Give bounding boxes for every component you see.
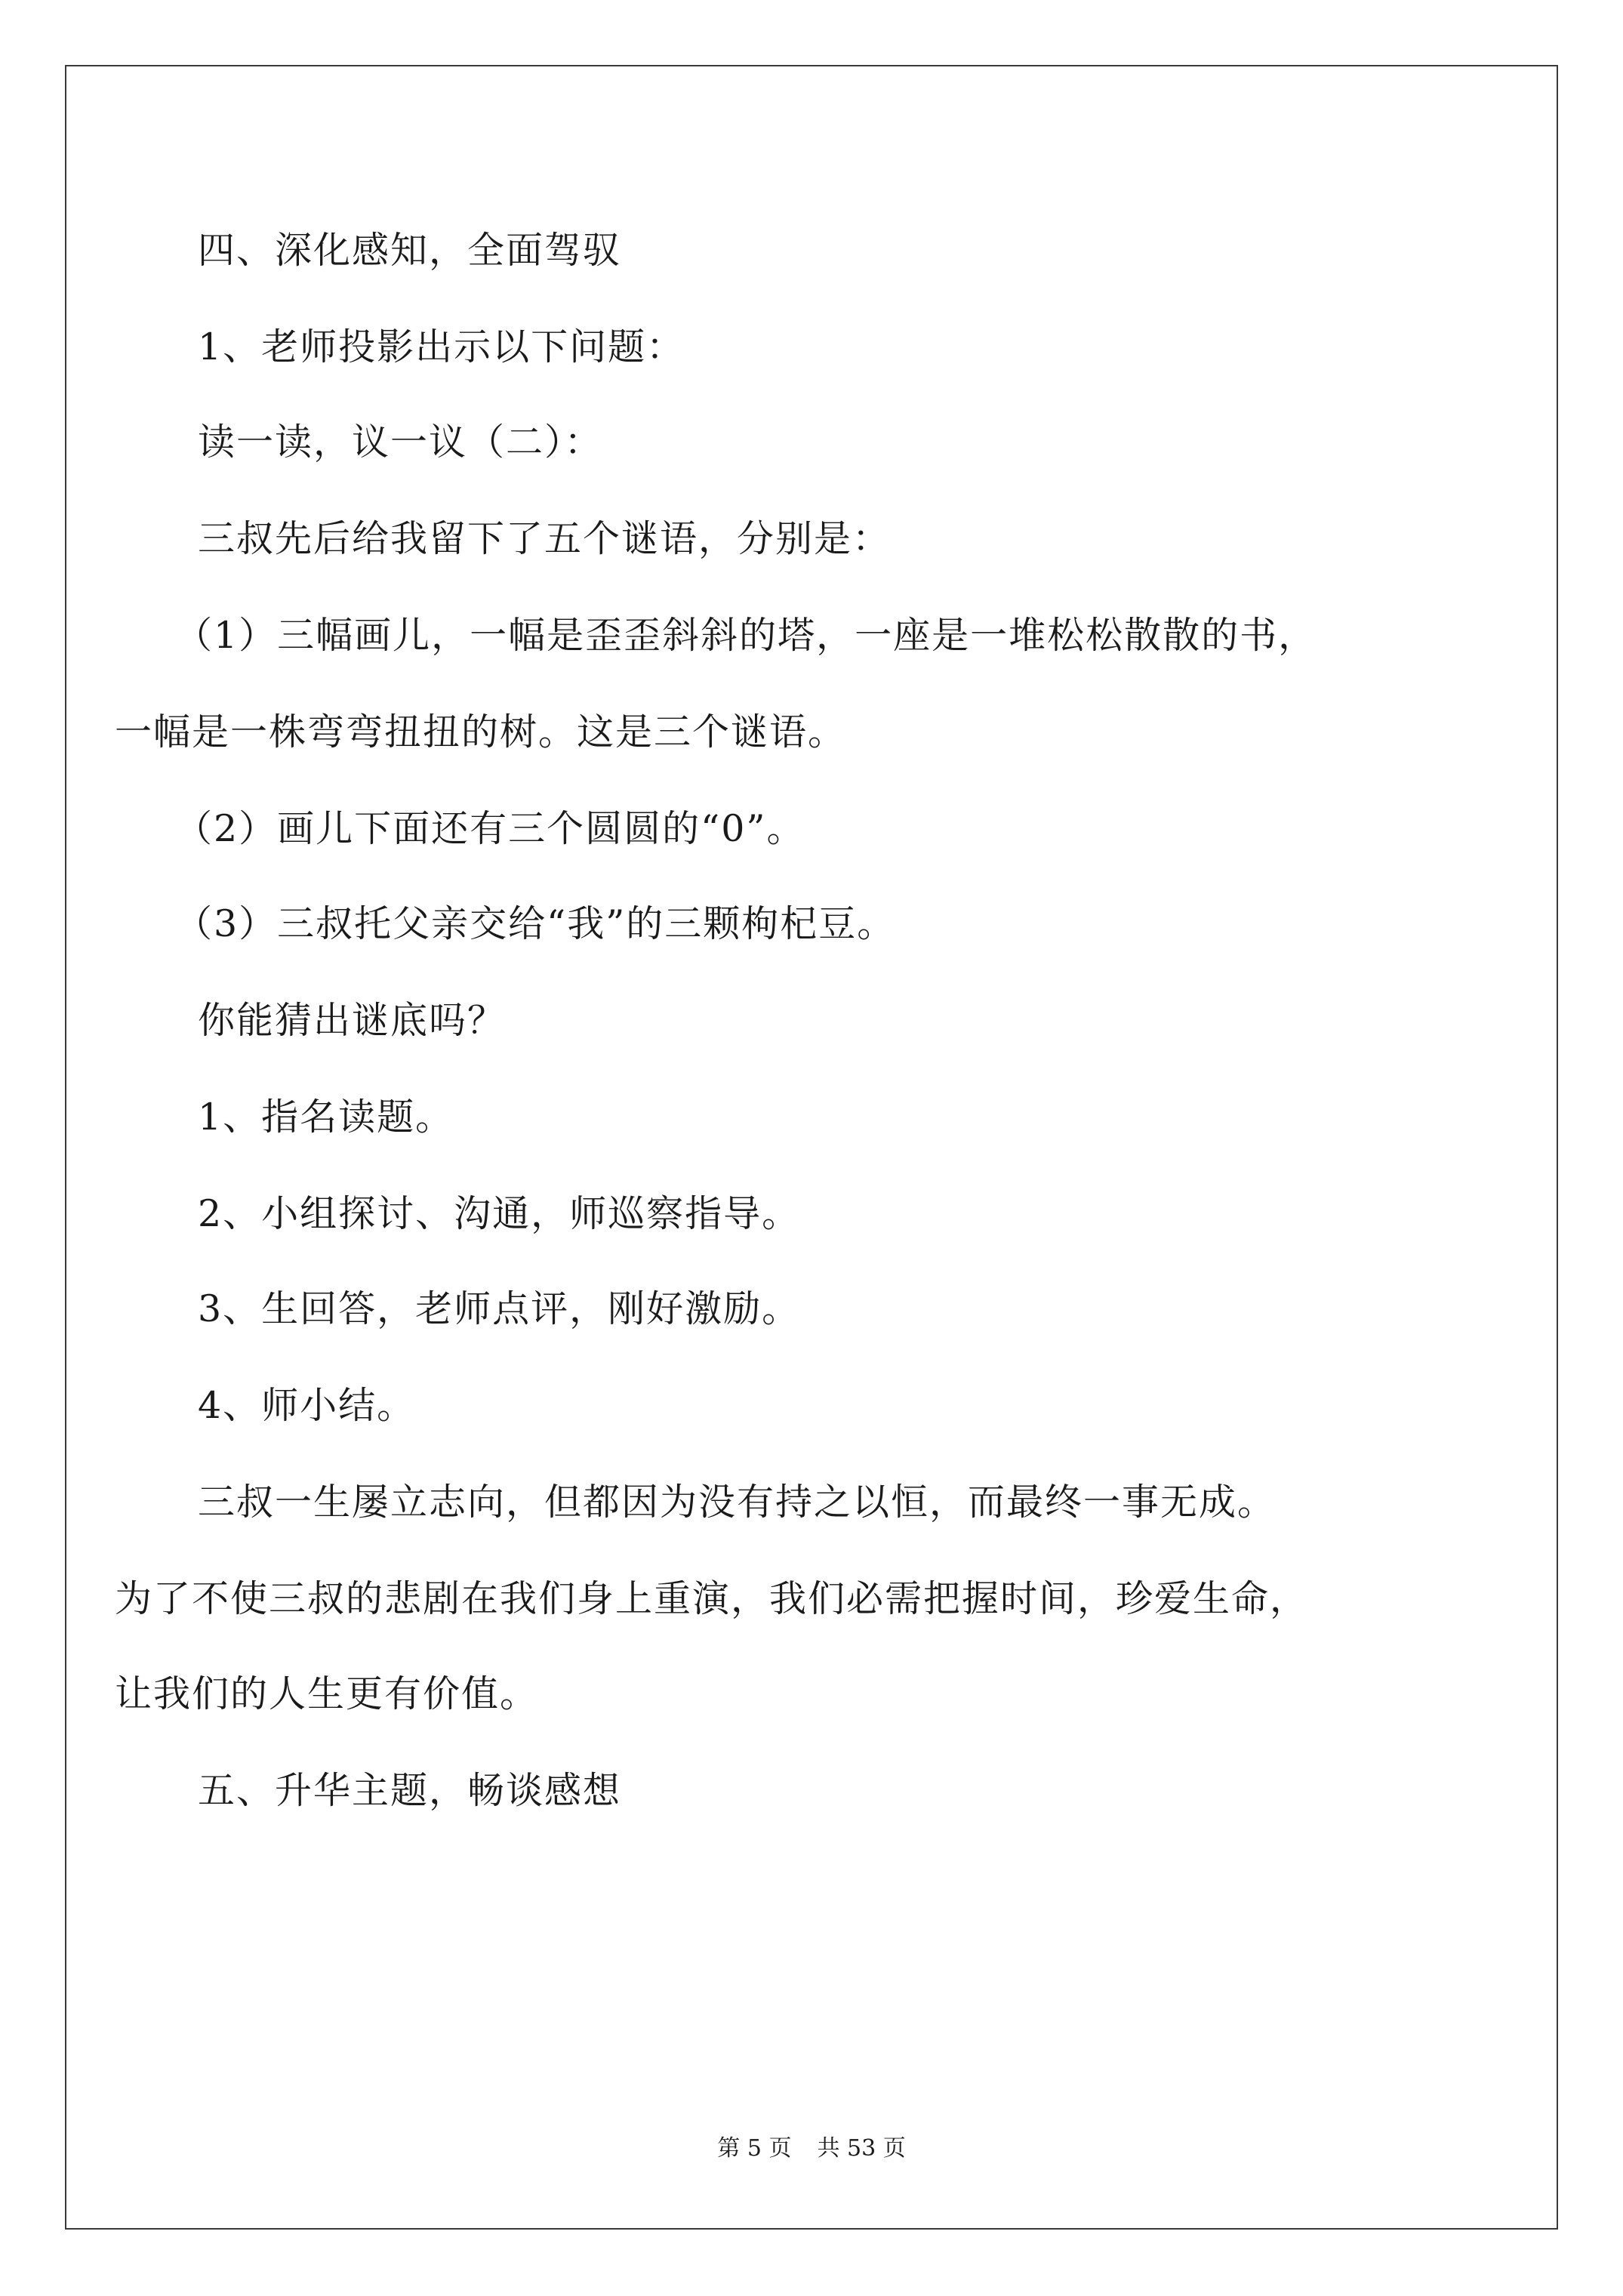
paragraph: （3）三叔托父亲交给“我”的三颗枸杞豆。 bbox=[175, 902, 896, 945]
paragraph-continuation: 一幅是一株弯弯扭扭的树。这是三个谜语。 bbox=[115, 710, 847, 754]
page-border bbox=[65, 65, 1558, 2230]
paragraph: 1、指名读题。 bbox=[198, 1096, 454, 1139]
paragraph-continuation: 让我们的人生更有价值。 bbox=[115, 1672, 539, 1715]
paragraph: 读一读，议一议（二）： bbox=[198, 421, 603, 464]
page-total: 共 53 页 bbox=[817, 2135, 906, 2162]
paragraph: 你能猜出谜底吗？ bbox=[198, 999, 507, 1042]
paragraph: 三叔先后给我留下了五个谜语，分别是： bbox=[198, 517, 892, 560]
paragraph: 4、师小结。 bbox=[198, 1384, 416, 1427]
section-heading-5: 五、升华主题，畅谈感想 bbox=[198, 1769, 622, 1812]
paragraph-continuation: 为了不使三叔的悲剧在我们身上重演，我们必需把握时间，珍爱生命， bbox=[115, 1577, 1309, 1620]
paragraph: 1、老师投影出示以下问题： bbox=[198, 325, 685, 368]
paragraph: 2、小组探讨、沟通，师巡察指导。 bbox=[198, 1192, 801, 1235]
paragraph: （2）画儿下面还有三个圆圆的“0”。 bbox=[175, 807, 805, 850]
paragraph: （1）三幅画儿，一幅是歪歪斜斜的塔，一座是一堆松松散散的书， bbox=[175, 614, 1317, 657]
page-number: 第 5 页 bbox=[717, 2135, 792, 2162]
paragraph: 3、生回答，老师点评，刚好激励。 bbox=[198, 1287, 801, 1330]
section-heading-4: 四、深化感知，全面驾驭 bbox=[198, 229, 622, 272]
paragraph: 三叔一生屡立志向，但都因为没有持之以恒，而最终一事无成。 bbox=[198, 1481, 1277, 1524]
page-footer bbox=[0, 2134, 1623, 2164]
